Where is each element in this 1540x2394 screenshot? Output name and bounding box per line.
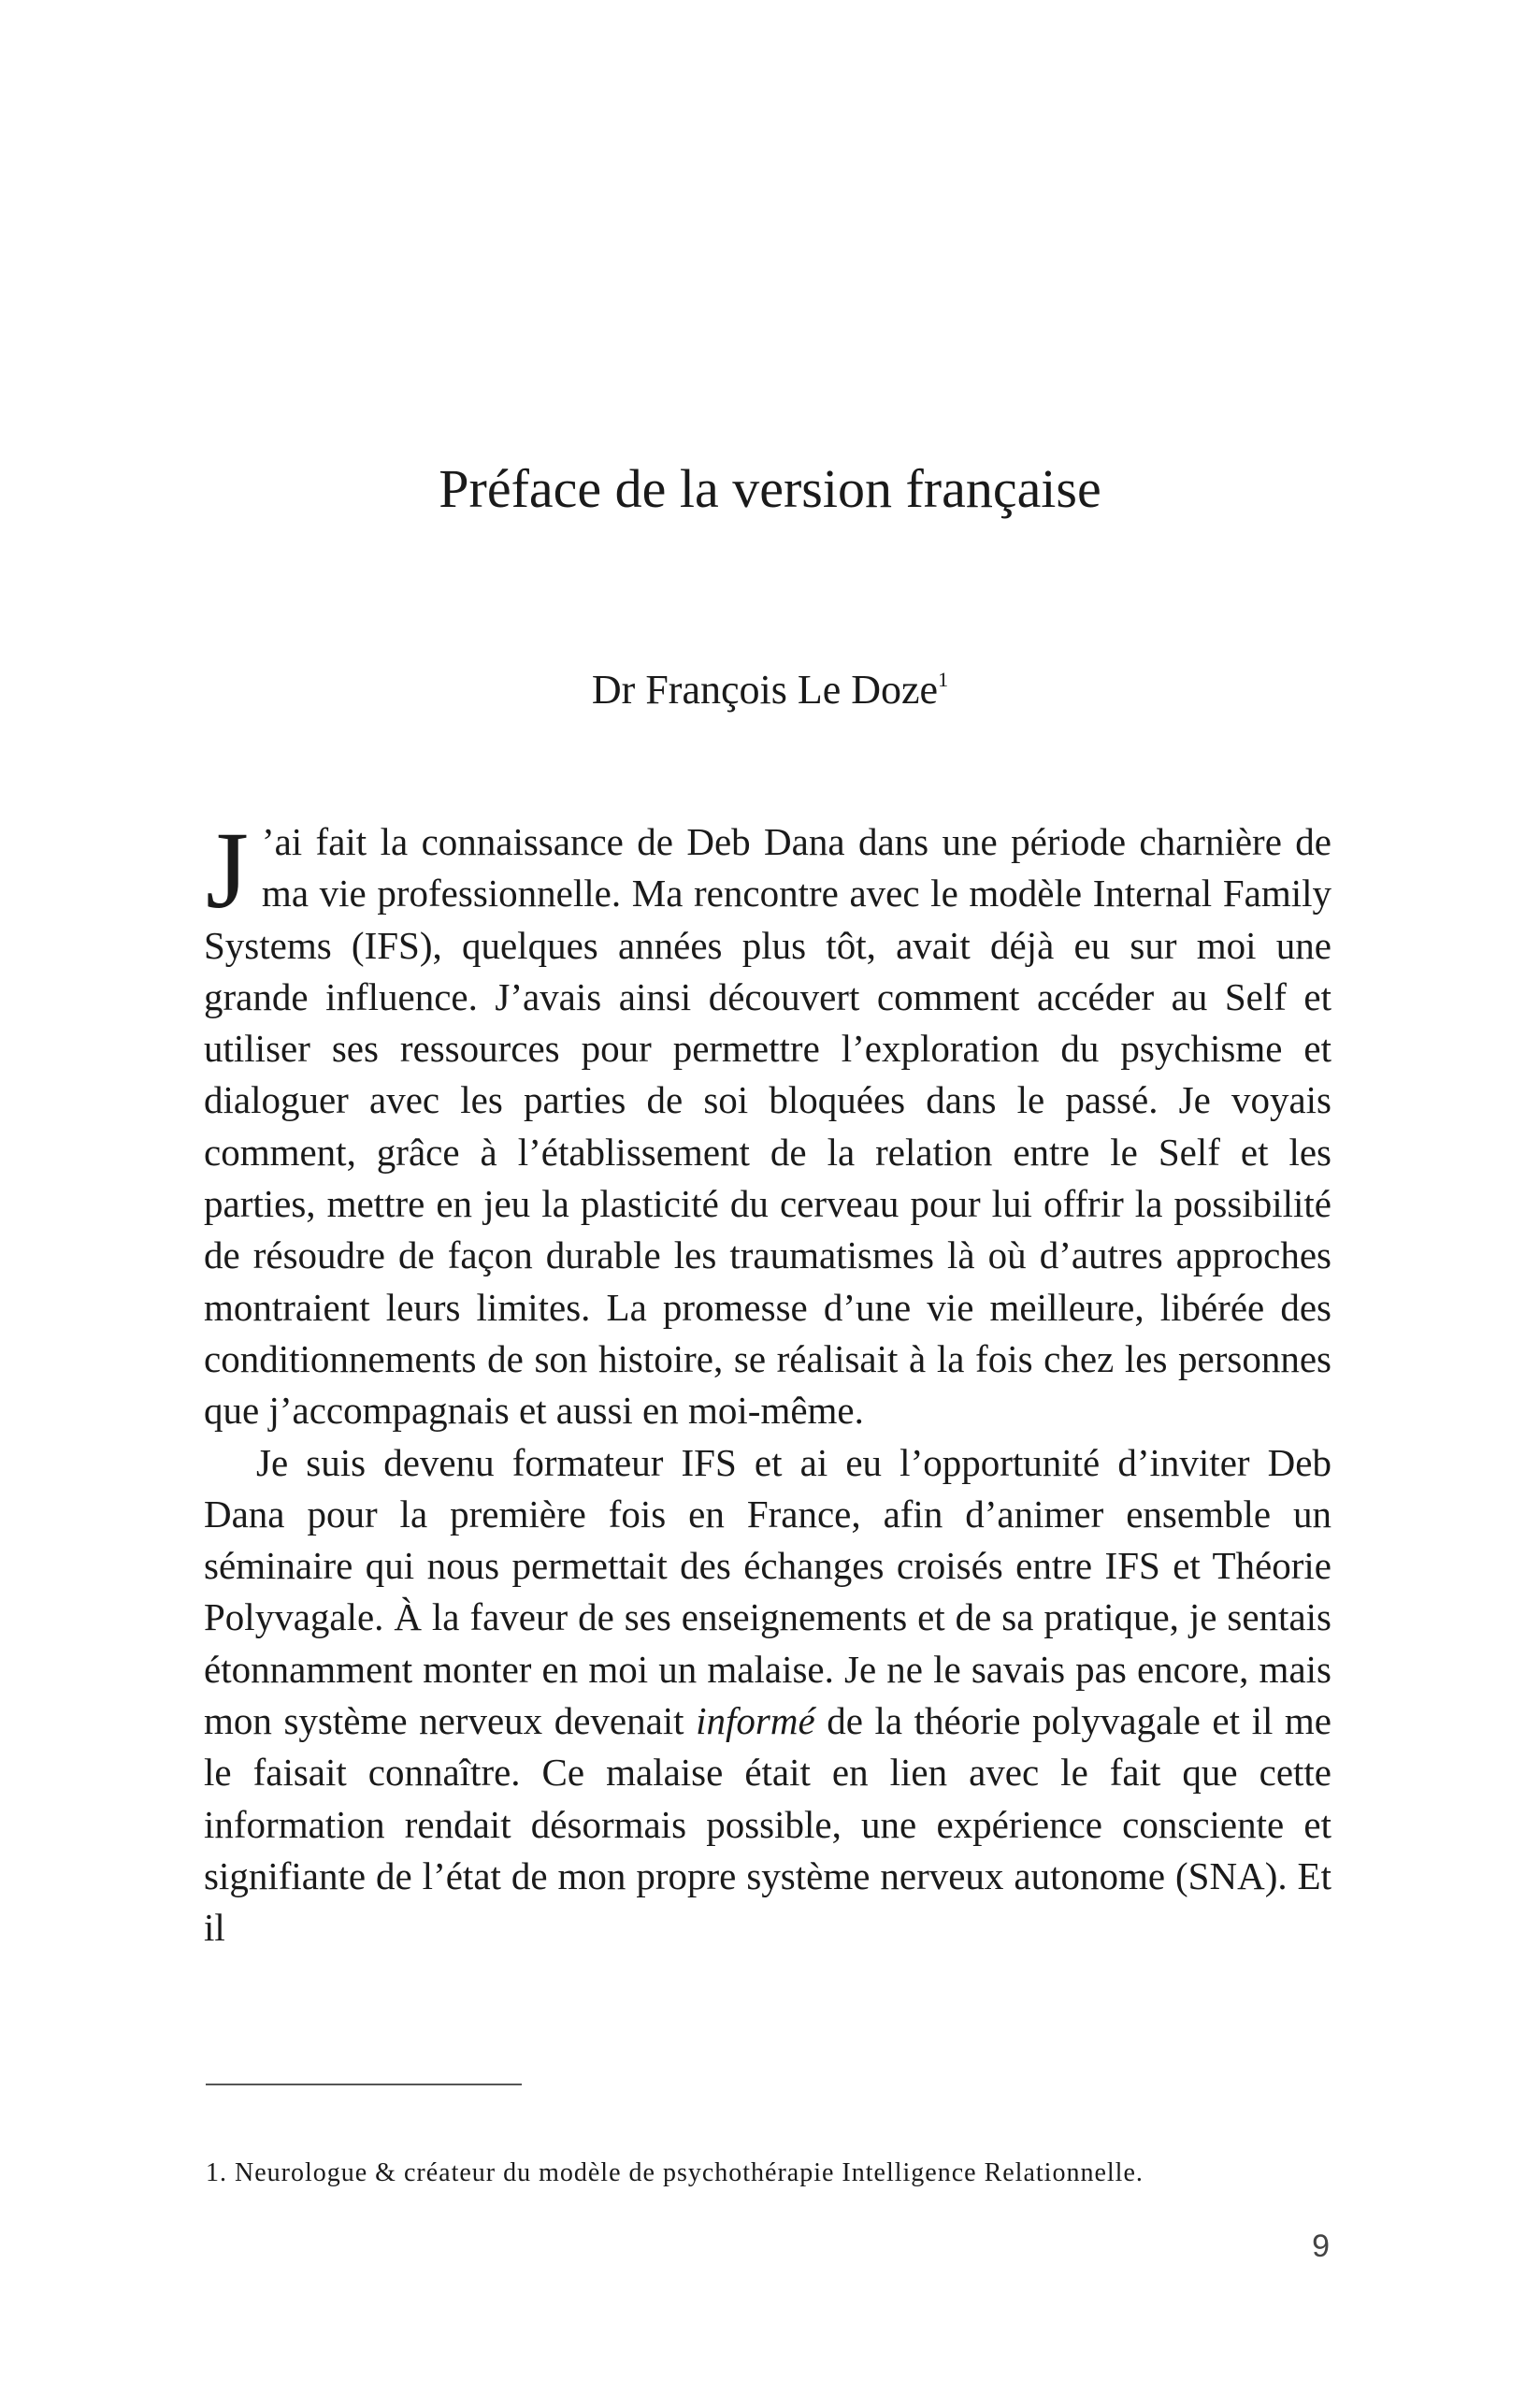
footnote: 1. Neurologue & créateur du modèle de psychothérapie Intelligence Relationnelle.	[206, 2158, 1144, 2187]
page-number: 9	[1312, 2228, 1330, 2264]
author-line	[0, 666, 1540, 714]
paragraph-1	[204, 809, 1331, 1437]
drop-cap: J	[206, 809, 249, 931]
paragraph-2	[204, 1437, 1331, 1954]
body-text	[204, 809, 1332, 1954]
paragraph-2-text-end: de la théorie polyvagale et il me le faisait connaître. Ce malaise était en lien avec le fait que cette information rendait désormais possible, une expérience consciente et signifiante de l’état de mon propre système nerveux autonome (SNA). Et il	[204, 1699, 1332, 1950]
footnote-reference: 1	[938, 668, 949, 691]
author-name: Dr François Le Doze	[591, 667, 939, 713]
emphasis-informe: informé	[696, 1699, 815, 1743]
paragraph-1-text: ’ai fait la connaissance de Deb Dana dans une période charnière de ma vie professionnelle. Ma rencontre avec le modèle Internal Family Systems (IFS), quelques années plus tôt, avait déjà eu sur moi une grande influence. J’avais ainsi découvert comment accéder au Self et utiliser ses ressources pour permettre l’exploration du psychisme et dialoguer avec les parties de soi bloquées dans le passé. Je voyais comment, grâce à l’établissement de la relation entre le Self et les parties, mettre en jeu la plasticité du cerveau pour lui offrir la possibilité de résoudre de façon durable les traumatismes là où d’autres approches montraient leurs limites. La promesse d’une vie meilleure, libérée des conditionnements de son histoire, se réalisait à la fois chez les personnes que j’accompagnais et aussi en moi-même.	[204, 820, 1331, 1433]
paragraph-2-text-start: Je suis devenu formateur IFS et ai eu l’opportunité d’inviter Deb Dana pour la première fois en France, afin d’animer ensemble un séminaire qui nous permettait des échanges croisés entre IFS et Théorie Polyvagale. À la faveur de ses enseignements et de sa pratique, je sentais étonnamment monter en moi un malaise. Je ne le savais pas encore, mais mon système nerveux devenait	[204, 1440, 1331, 1743]
footnote-divider	[206, 2084, 522, 2085]
page-title: Préface de la version française	[439, 458, 1101, 519]
